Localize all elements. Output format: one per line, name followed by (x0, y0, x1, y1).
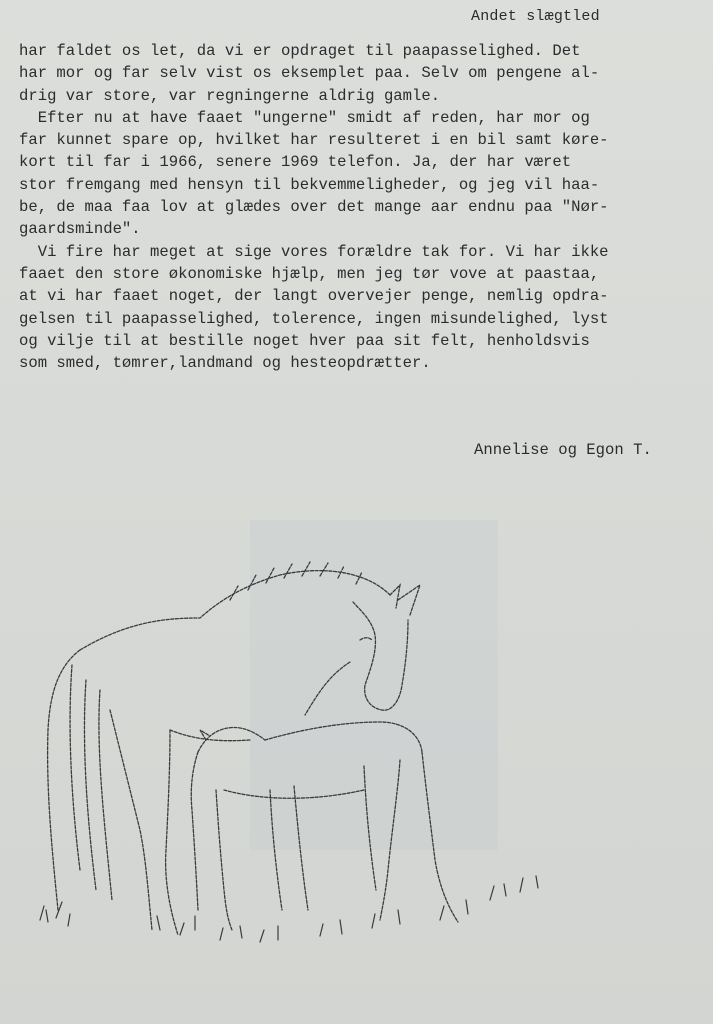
foal-hind-leg (364, 752, 458, 922)
mare-back-line (80, 571, 390, 650)
mare-neck-front (305, 662, 350, 715)
running-title: Andet slægtled (471, 8, 600, 25)
body-text (19, 40, 679, 374)
text-line: gaardsminde". (19, 220, 141, 239)
mare-rump (48, 650, 80, 910)
text-line: Vi fire har meget at sige vores forældre tak for. Vi har ikke (19, 242, 609, 261)
text-line: be, de maa faa lov at glædes over det mange aar endnu paa "Nør- (19, 198, 609, 217)
text-line: drig var store, var regningerne aldrig gamle. (19, 86, 441, 105)
mare-tail (70, 665, 112, 900)
text-line: og vilje til at bestille noget hver paa sit felt, henholdsvis (19, 331, 590, 350)
mare-ears (390, 585, 420, 615)
foal-front-leg (216, 790, 232, 930)
text-line: at vi har faaet noget, der langt overvejer penge, nemlig opdra- (19, 287, 609, 306)
mare-hind-leg (110, 710, 178, 935)
text-line: gelsen til paapasselighed, tolerence, ingen misundelighed, lyst (19, 309, 609, 328)
foal-back (265, 722, 422, 752)
mare-eye (360, 638, 372, 640)
foal-chest (191, 752, 198, 910)
text-line: faaet den store økonomiske hjælp, men jeg tør vove at paastaa, (19, 264, 600, 283)
text-line: Efter nu at have faaet "ungerne" smidt af reden, har mor og (19, 108, 590, 127)
text-line: har mor og far selv vist os eksemplet paa. Selv om pengene al- (19, 64, 600, 83)
text-line: som smed, tømrer,landmand og hesteopdrætter. (19, 354, 431, 373)
text-line: far kunnet spare op, hvilket har resulteret i en bil samt køre- (19, 131, 609, 150)
text-line: har faldet os let, da vi er opdraget til paapasselighed. Det (19, 42, 581, 60)
mare-front-leg (270, 786, 308, 910)
signature: Annelise og Egon T. (474, 441, 652, 459)
mare-head (353, 602, 408, 710)
mare-and-foal-illustration (20, 490, 580, 960)
mane-hatch (230, 562, 362, 600)
text-line: stor fremgang med hensyn til bekvemmeligheder, og jeg vil haa- (19, 175, 600, 194)
grass-tufts (40, 876, 538, 942)
text-line: kort til far i 1966, senere 1969 telefon. Ja, der har været (19, 153, 572, 172)
